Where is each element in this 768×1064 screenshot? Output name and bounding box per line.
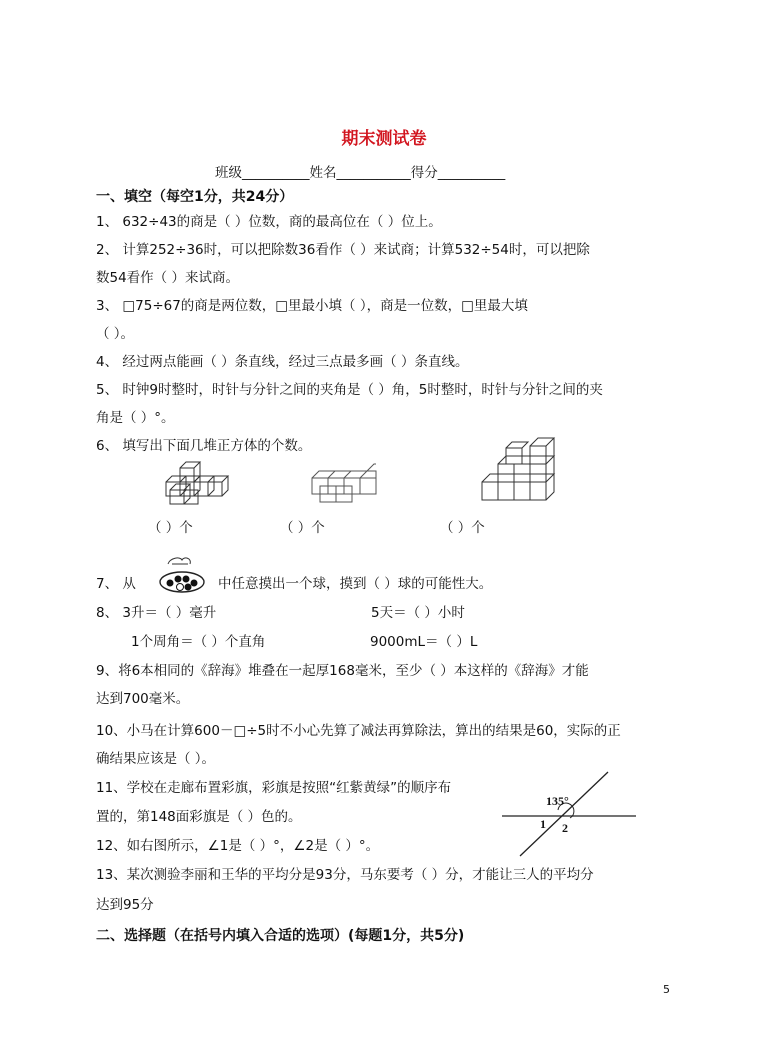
question-4: 4、 经过两点能画（ ）条直线，经过三点最多画（ ）条直线。 <box>96 354 469 370</box>
question-7-prefix: 7、 从 <box>96 576 136 592</box>
ball-bag-icon <box>158 556 208 594</box>
question-12: 12、如右图所示，∠1是（ ）°，∠2是（ ）°。 <box>96 838 380 854</box>
question-9-line-2: 达到700毫米。 <box>96 691 190 707</box>
cube-stack-1-figure <box>164 462 236 508</box>
page-title: 期末测试卷 <box>341 129 427 149</box>
question-6-blank-2: （ ）个 <box>280 520 325 536</box>
question-6: 6、 填写出下面几堆正方体的个数。 <box>96 438 312 454</box>
question-13-line-1: 13、某次测验李丽和王华的平均分是93分，马东要考（ ）分，才能让三人的平均分 <box>96 867 594 883</box>
question-5-line-2: 角是（ ）°。 <box>96 410 175 426</box>
section-1-title: 一、填空（每空1分，共24分） <box>96 189 294 205</box>
question-8-b2: 9000mL＝（ ）L <box>370 634 478 650</box>
question-7-text: 中任意摸出一个球，摸到（ ）球的可能性大。 <box>218 576 493 592</box>
question-11-line-2: 置的，第148面彩旗是（ ）色的。 <box>96 809 302 825</box>
question-10-line-1: 10、小马在计算600－□÷5时不小心先算了减法再算除法，算出的结果是60，实际的正 <box>96 723 621 739</box>
question-13-line-2: 达到95分 <box>96 897 154 913</box>
question-8-a1: 8、 3升＝（ ）毫升 <box>96 605 217 621</box>
question-8-a2: 5天＝（ ）小时 <box>371 605 465 621</box>
section-2-title: 二、选择题（在括号内填入合适的选项）(每题1分，共5分) <box>96 928 465 944</box>
cube-stack-3-figure <box>478 436 562 506</box>
question-6-blank-3: （ ）个 <box>440 520 485 536</box>
angle-label-2: 2 <box>562 821 568 835</box>
question-1: 1、 632÷43的商是（ ）位数，商的最高位在（ ）位上。 <box>96 214 442 230</box>
angle-label-1: 1 <box>540 817 546 831</box>
question-9-line-1: 9、将6本相同的《辞海》堆叠在一起厚168毫米，至少（ ）本这样的《辞海》才能 <box>96 663 589 679</box>
page-number: 5 <box>663 983 670 996</box>
question-10-line-2: 确结果应该是（ ）。 <box>96 751 216 767</box>
angle-figure <box>500 770 640 858</box>
question-3-line-2: （ ）。 <box>96 326 135 342</box>
question-11-line-1: 11、学校在走廊布置彩旗，彩旗是按照“红紫黄绿”的顺序布 <box>96 780 452 796</box>
question-8-b1: 1个周角＝（ ）个直角 <box>131 634 266 650</box>
question-5-line-1: 5、 时钟9时整时，时针与分针之间的夹角是（ ）角，5时整时，时针与分针之间的夹 <box>96 382 603 398</box>
question-2-line-2: 数54看作（ ）来试商。 <box>96 270 239 286</box>
question-6-blank-1: （ ）个 <box>148 520 193 536</box>
question-3-line-1: 3、 □75÷67的商是两位数，□里最小填（ ），商是一位数，□里最大填 <box>96 298 528 314</box>
cube-stack-2-figure <box>310 464 382 504</box>
question-2-line-1: 2、 计算252÷36时，可以把除数36看作（ ）来试商；计算532÷54时，可以把除 <box>96 242 590 258</box>
student-info-line: 班级__________姓名___________得分__________ <box>215 165 506 181</box>
angle-label-135: 135° <box>546 794 569 808</box>
